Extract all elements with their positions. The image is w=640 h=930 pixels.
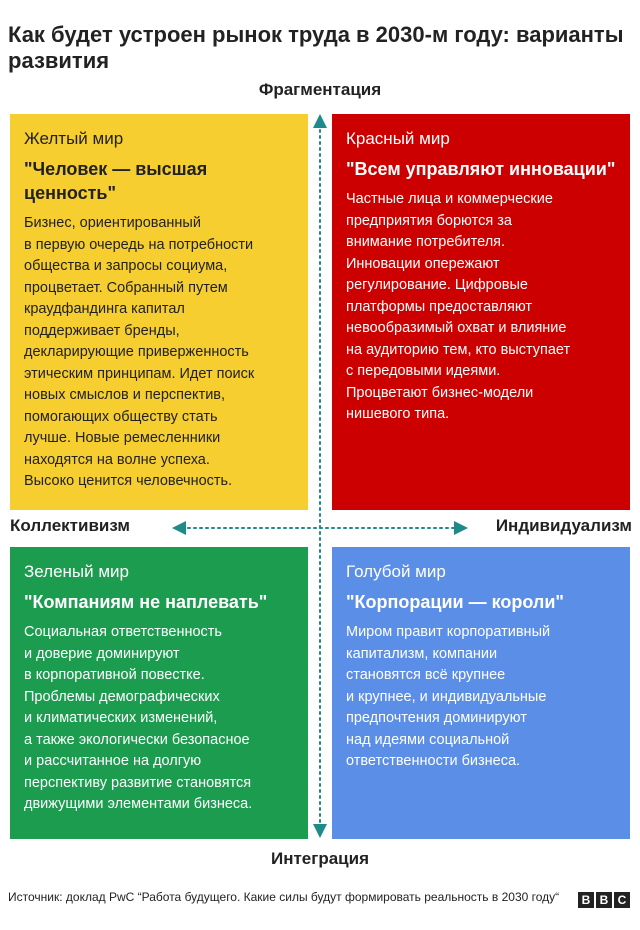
axis-label-fragmentation: Фрагментация xyxy=(258,80,382,99)
description-line: капитализм, компании xyxy=(346,645,498,662)
quadrant-world-name: Красный мир xyxy=(346,129,450,148)
description-line: Миром правит корпоративный xyxy=(346,624,551,640)
description-line: платформы предоставляют xyxy=(346,298,533,315)
description-line: находятся на волне успеха. xyxy=(24,451,210,468)
quadrant-world-name: Голубой мир xyxy=(346,562,446,581)
arrow-up-icon xyxy=(313,114,327,128)
description-line: перспективу развитие становятся xyxy=(24,774,252,791)
description-line: процветает. Собранный путем xyxy=(24,279,228,296)
description-line: Социальная ответственность xyxy=(24,624,222,640)
description-line: внимание потребителя. xyxy=(346,234,506,250)
bbc-logo-letter: B xyxy=(596,892,612,908)
description-line: Проблемы демографических xyxy=(24,688,220,705)
arrow-right-icon xyxy=(454,521,468,535)
bbc-logo-letter: C xyxy=(614,892,630,908)
description-line: с передовыми идеями. xyxy=(346,363,501,379)
description-line: Бизнес, ориентированный xyxy=(24,215,201,231)
description-line: предпочтения доминируют xyxy=(346,710,527,726)
description-line: Высоко ценится человечность. xyxy=(24,473,233,489)
description-line: в первую очередь на потребности xyxy=(24,236,254,253)
quadrant-world-name: Желтый мир xyxy=(24,129,124,148)
description-line: а также экологически безопасное xyxy=(24,731,250,748)
description-line: Частные лица и коммерческие xyxy=(346,191,553,207)
description-line: предприятия борются за xyxy=(346,212,512,229)
axis-label-integration: Интеграция xyxy=(270,849,369,868)
quadrant-world-name: Зеленый мир xyxy=(24,562,129,581)
description-line: и климатических изменений, xyxy=(24,710,218,726)
description-line: общества и запросы социума, xyxy=(24,258,228,274)
description-line: помогающих обществу стать xyxy=(24,408,218,425)
description-line: ответственности бизнеса. xyxy=(346,753,521,769)
axis-label-collectivism: Коллективизм xyxy=(10,516,130,535)
description-line: лучше. Новые ремесленники xyxy=(24,430,221,446)
description-line: и рассчитанное на долгую xyxy=(24,753,202,769)
bbc-logo xyxy=(578,892,630,908)
description-line: Процветают бизнес-модели xyxy=(346,384,534,401)
description-line: на аудиторию тем, кто выступает xyxy=(346,341,571,358)
description-line: поддерживает бренды, xyxy=(24,322,180,339)
page-title: Как будет устроен рынок труда в 2030-м году: варианты развития xyxy=(8,22,624,73)
quadrant-slogan: "Компаниям не наплевать" xyxy=(24,592,268,612)
description-line: краудфандинга капитал xyxy=(24,301,185,317)
description-line: и доверие доминируют xyxy=(24,645,180,662)
bbc-logo-letter: B xyxy=(578,892,594,908)
source-note: Источник: доклад PwC “Работа будущего. Какие силы будут формировать реальность в 2030 году“ xyxy=(8,890,560,904)
description-line: декларирующие приверженность xyxy=(24,344,249,360)
description-line: над идеями социальной xyxy=(346,731,510,748)
description-line: невообразимый охват и влияние xyxy=(346,320,567,336)
description-line: в корпоративной повестке. xyxy=(24,667,205,683)
description-line: новых смыслов и перспектив, xyxy=(24,387,226,403)
description-line: нишевого типа. xyxy=(346,406,450,422)
description-line: Инновации опережают xyxy=(346,255,500,272)
description-line: и крупнее, и индивидуальные xyxy=(346,688,547,705)
quadrant-slogan: "Человек — высшая ценность" xyxy=(24,159,208,203)
arrow-down-icon xyxy=(313,824,327,838)
axis-label-individualism: Индивидуализм xyxy=(495,516,632,535)
description-line: регулирование. Цифровые xyxy=(346,277,528,293)
description-line: становятся всё крупнее xyxy=(346,667,506,683)
arrow-left-icon xyxy=(172,521,186,535)
description-line: этическим принципам. Идет поиск xyxy=(24,365,255,382)
quadrant-slogan: "Всем управляют инновации" xyxy=(346,159,616,179)
description-line: движущими элементами бизнеса. xyxy=(24,796,253,812)
quadrant-slogan: "Корпорации — короли" xyxy=(346,592,564,612)
